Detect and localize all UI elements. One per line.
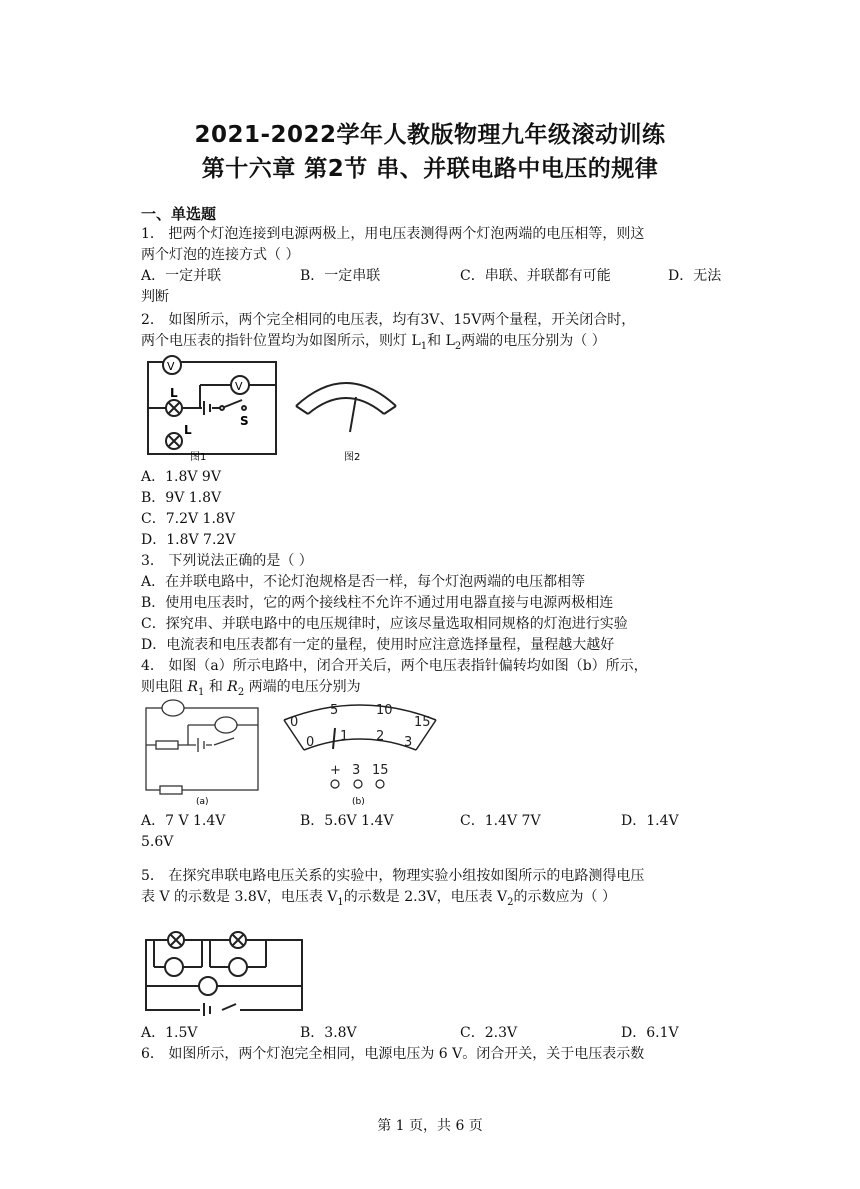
svg-text:2: 2 — [376, 729, 385, 744]
svg-text:0: 0 — [290, 715, 299, 730]
q1-option-d: D．无法 — [668, 268, 722, 284]
q4-stem-line2: 则电阻 $R_1$ 和 $R_2$ 两端的电压分别为 — [141, 679, 361, 698]
q2-option-c: C．7.2V 1.8V — [141, 511, 235, 527]
fig-b-caption: (b) — [352, 797, 365, 807]
label-s: S — [240, 414, 249, 428]
voltmeter-v2-icon — [163, 356, 181, 374]
q5-stem-line2: 表 V 的示数是 3.8V，电压表 $V_1$的示数是 2.3V，电压表 $V_2$的示数应为（ ） — [141, 889, 616, 908]
page-footer: 第 1 页，共 6 页 — [377, 1118, 483, 1134]
q3-option-b: B．使用电压表时，它的两个接线柱不允许不通过用电器直接与电源两极相连 — [141, 595, 614, 611]
voltmeter-dial-fig2 — [296, 383, 396, 432]
lamp-l1-icon — [166, 400, 182, 416]
battery-icon — [202, 400, 212, 416]
q1-option-d-cont: 判断 — [141, 289, 169, 305]
q4-option-a: A．7 V 1.4V — [141, 813, 226, 829]
q4-option-d-cont: 5.6V — [141, 834, 174, 850]
q6-stem-line1: 6． 如图所示，两个灯泡完全相同，电源电压为 6 V。闭合开关，关于电压表示数 — [141, 1046, 645, 1062]
q4-option-c: C．1.4V 7V — [460, 813, 541, 829]
q1-option-b: B．一定串联 — [300, 268, 381, 284]
q2-option-a: A．1.8V 9V — [141, 469, 221, 485]
q3-option-d: D．电流表和电压表都有一定的量程，使用时应注意选择量程，量程越大越好 — [141, 637, 615, 653]
q4-option-d: D．1.4V — [621, 813, 679, 829]
fig2-caption: 图2 — [344, 452, 361, 463]
q3-option-c: C．探究串、并联电路中的电压规律时，应该尽量选取相同规格的灯泡进行实验 — [141, 616, 628, 632]
q1-option-a: A．一定并联 — [141, 268, 222, 284]
voltmeter-v1-icon — [231, 376, 249, 394]
voltmeter-v1-icon — [165, 958, 183, 976]
label-l1: L — [170, 386, 178, 400]
lamp-l1-icon — [168, 932, 184, 948]
terminal-posts — [331, 780, 384, 788]
q5-option-a: A．1.5V — [141, 1025, 198, 1041]
voltmeter-v-icon — [199, 977, 217, 995]
battery-switch-icon — [200, 1002, 240, 1016]
svg-text:0: 0 — [306, 735, 315, 750]
q2-figure — [140, 352, 428, 464]
svg-text:V: V — [235, 380, 243, 393]
lamp-l2-icon — [166, 433, 182, 449]
svg-text:15: 15 — [414, 715, 431, 730]
label-l2: L — [184, 423, 192, 437]
q2-option-b: B．9V 1.8V — [141, 490, 222, 506]
terminal-labels — [330, 763, 389, 778]
q2-stem-line1: 2． 如图所示，两个完全相同的电压表，均有3V、15V两个量程，开关闭合时， — [141, 312, 636, 328]
q1-option-c: C．串联、并联都有可能 — [460, 268, 611, 284]
q4-stem-line1: 4． 如图（a）所示电路中，闭合开关后，两个电压表指针偏转均如图（b）所示， — [141, 658, 648, 674]
battery-icon — [196, 738, 206, 752]
q1-stem-line2: 两个灯泡的连接方式（ ） — [141, 247, 300, 263]
svg-text:+: + — [330, 763, 341, 778]
q2-stem-line2: 两个电压表的指针位置均为如图所示，则灯 $L_1$和 $L_2$两端的电压分别为（ ） — [141, 333, 606, 352]
section-heading: 一、单选题 — [141, 205, 217, 223]
q5-figure — [140, 910, 308, 1016]
q2-option-d: D．1.8V 7.2V — [141, 532, 236, 548]
exam-title-line2: 第十六章 第2节 串、并联电路中电压的规律 — [201, 156, 659, 182]
resistor-r1-icon — [156, 741, 178, 749]
voltmeter-v2-icon — [162, 700, 184, 716]
svg-text:3: 3 — [404, 735, 413, 750]
q1-stem-line1: 1． 把两个灯泡连接到电源两极上，用电压表测得两个灯泡两端的电压相等，则这 — [141, 226, 645, 242]
svg-text:15: 15 — [372, 763, 389, 778]
q3-stem: 3． 下列说法正确的是（ ） — [141, 553, 313, 569]
switch-s-icon — [220, 400, 248, 414]
exam-title-line1: 2021-2022学年人教版物理九年级滚动训练 — [194, 122, 666, 148]
voltmeter-v2-icon — [229, 958, 247, 976]
q5-option-c: C．2.3V — [460, 1025, 518, 1041]
q5-option-d: D．6.1V — [621, 1025, 679, 1041]
fig-a-caption: (a) — [196, 797, 209, 807]
q5-option-b: B．3.8V — [300, 1025, 357, 1041]
q4-option-b: B．5.6V 1.4V — [300, 813, 394, 829]
q5-stem-line1: 5． 在探究串联电路电压关系的实验中，物理实验小组按如图所示的电路测得电压 — [141, 868, 645, 884]
fig1-caption: 图1 — [190, 452, 207, 463]
svg-text:V: V — [167, 360, 175, 373]
svg-text:5: 5 — [330, 703, 339, 718]
dial-needle — [333, 728, 335, 749]
switch-icon — [212, 738, 238, 750]
voltmeter-v1-icon — [215, 717, 237, 733]
q3-option-a: A．在并联电路中，不论灯泡规格是否一样，每个灯泡两端的电压都相等 — [141, 574, 586, 590]
svg-text:1: 1 — [340, 729, 349, 744]
resistor-r2-icon — [160, 786, 182, 794]
svg-text:10: 10 — [376, 703, 393, 718]
q4-figure — [140, 698, 450, 808]
svg-text:3: 3 — [352, 763, 361, 778]
dial-top-scale — [290, 703, 431, 730]
dial-needle — [350, 397, 356, 432]
lamp-l2-icon — [230, 932, 246, 948]
